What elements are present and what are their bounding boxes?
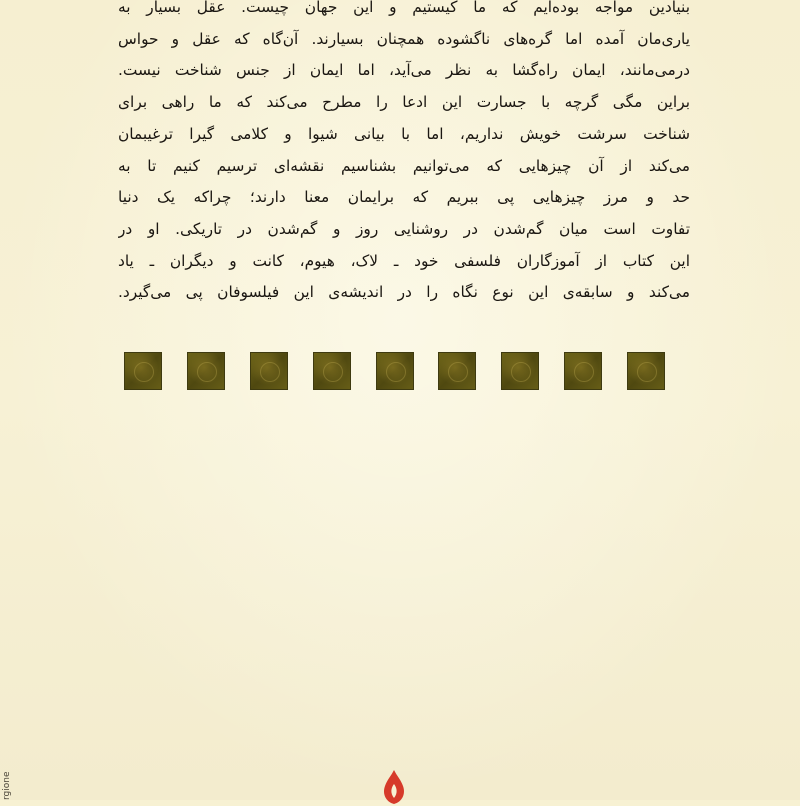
blurb-paragraph — [118, 0, 690, 309]
ornament-square — [376, 352, 414, 390]
ornament-square — [250, 352, 288, 390]
ornament-row — [124, 352, 665, 390]
blurb-line: می‌کند از آن چیزهایی که می‌توانیم بشناسیم نقشه‌ای ترسیم کنیم تا به — [118, 156, 690, 175]
blurb-line: می‌کند و سابقه‌ی این نوع نگاه را در اندیشه‌ی این فیلسوفان پی می‌گیرد. — [118, 283, 690, 302]
blurb-line: این کتاب از آموزگاران فلسفی خود ـ لاک، هیوم، کانت و دیگران ـ یاد — [118, 251, 690, 270]
ornament-square — [124, 352, 162, 390]
blurb-line: حد و مرز چیزهایی پی ببریم که برایمان معنا دارند؛ چراکه یک دنیا — [118, 188, 690, 207]
blurb-line: تفاوت است میان گم‌شدن در روشنایی روز و گم‌شدن در تاریکی. او در — [118, 219, 690, 238]
ornament-square — [627, 352, 665, 390]
ornament-square — [438, 352, 476, 390]
ornament-square — [501, 352, 539, 390]
blurb-line: بنیادین مواجه بوده‌ایم که ما کیستیم و این جهان چیست. عقل بسیار به — [118, 0, 690, 16]
blurb-line: شناخت سرشت خویش نداریم، اما با بیانی شیوا و کلامی گیرا ترغیبمان — [118, 124, 690, 143]
vertical-credit: rgione — [2, 771, 12, 800]
ornament-square — [313, 352, 351, 390]
blurb-line: درمی‌مانند، ایمان راه‌گشا به نظر می‌آید، اما ایمان از جنس شناخت نیست. — [118, 61, 690, 80]
blurb-line: براین مگی گرچه با جسارت این ادعا را مطرح می‌کند که ما راهی برای — [118, 93, 690, 112]
ornament-square — [564, 352, 602, 390]
publisher-logo-icon — [372, 766, 416, 806]
ornament-square — [187, 352, 225, 390]
blurb-line: یاری‌مان آمده اما گره‌های ناگشوده همچنان بسیارند. آن‌گاه که عقل و حواس — [118, 29, 690, 48]
